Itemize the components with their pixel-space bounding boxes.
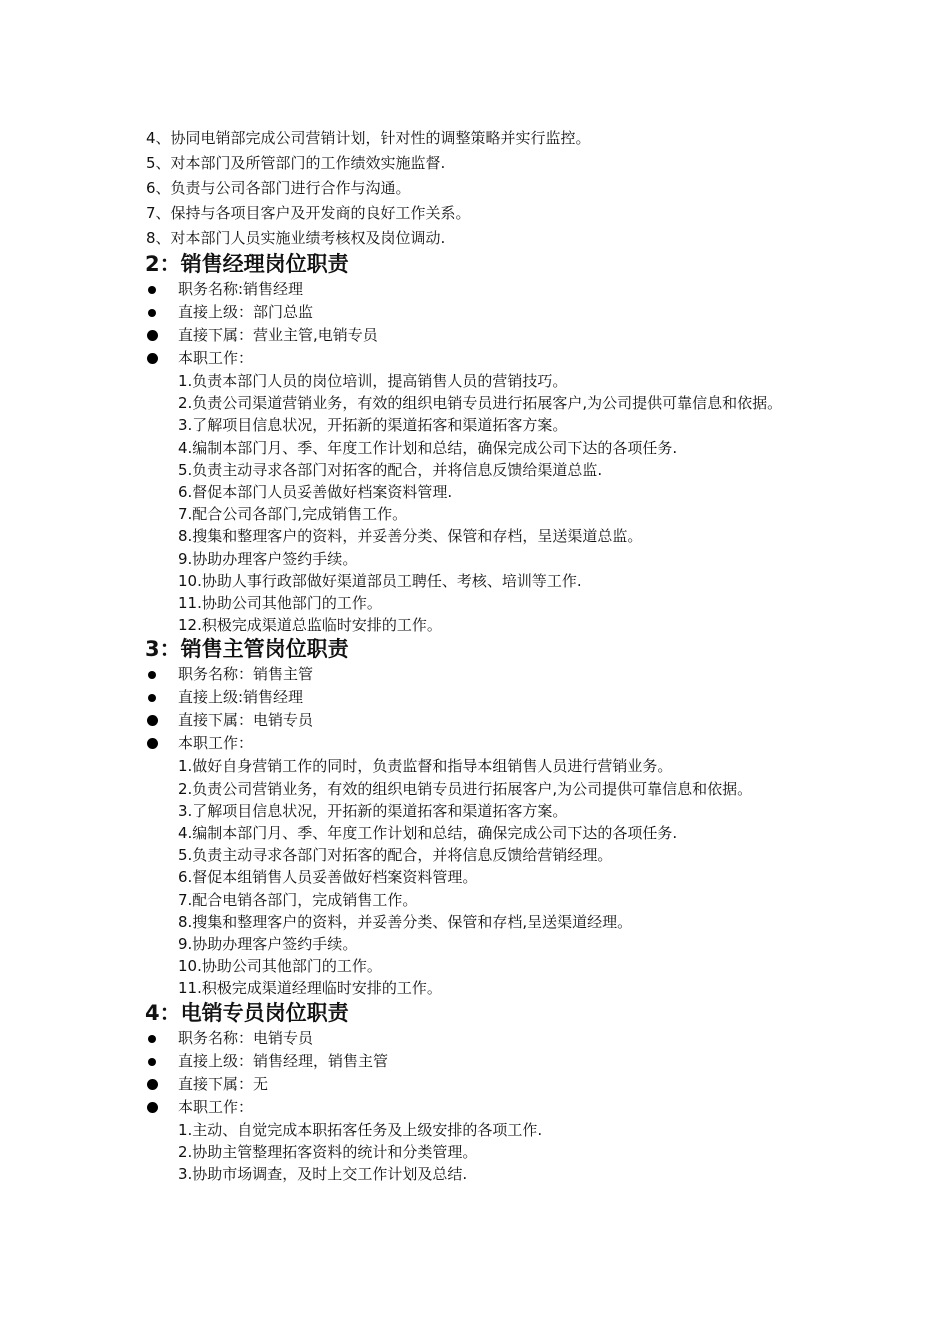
- duty-item: 2.负责公司渠道营销业务，有效的组织电销专员进行拓展客户,为公司提供可靠信息和依据。: [178, 394, 783, 413]
- field-item: [146, 301, 826, 324]
- duty-item: 6.督促本组销售人员妥善做好档案资料管理。: [178, 868, 478, 887]
- intro-item: 8、对本部门人员实施业绩考核权及岗位调动.: [146, 229, 446, 247]
- duty-item: 9.协助办理客户签约手续。: [178, 549, 358, 568]
- duty-item: 3.了解项目信息状况，开拓新的渠道拓客和渠道拓客方案。: [178, 801, 568, 820]
- field-text: 直接下属：无: [178, 1074, 269, 1093]
- bullet-dot-icon: [148, 286, 156, 294]
- duty-list: [146, 370, 826, 636]
- duty-item: 8.搜集和整理客户的资料，并妥善分类、保管和存档,呈送渠道经理。: [178, 912, 633, 931]
- bullet-dot-icon: [148, 1035, 156, 1043]
- duty-item: 5.负责主动寻求各部门对拓客的配合，并将信息反馈给渠道总监.: [178, 460, 603, 479]
- field-text: 直接上级：销售经理，销售主管: [178, 1051, 389, 1070]
- field-item: [146, 324, 826, 347]
- duty-item: 3.了解项目信息状况，开拓新的渠道拓客和渠道拓客方案。: [178, 416, 568, 435]
- duty-item: 2.协助主管整理拓客资料的统计和分类管理。: [178, 1142, 478, 1161]
- duty-item: 10.协助公司其他部门的工作。: [178, 957, 382, 976]
- section-title: 2：销售经理岗位职责: [145, 252, 349, 276]
- field-text: 职务名称:销售经理: [178, 280, 304, 298]
- field-item: [146, 732, 826, 755]
- bullet-dot-icon: [147, 715, 158, 726]
- field-item: [146, 1073, 826, 1096]
- field-item: [146, 278, 826, 301]
- bullet-dot-icon: [147, 1102, 158, 1113]
- field-text: 直接下属：电销专员: [178, 711, 314, 730]
- field-item: [146, 1050, 826, 1073]
- duty-item: 7.配合电销各部门，完成销售工作。: [178, 890, 418, 909]
- duty-item: 10.协助人事行政部做好渠道部员工聘任、考核、培训等工作.: [178, 571, 582, 590]
- field-text: 本职工作：: [178, 349, 254, 367]
- bullet-dot-icon: [148, 694, 156, 702]
- duty-item: 3.协助市场调查，及时上交工作计划及总结.: [178, 1165, 468, 1184]
- bullet-dot-icon: [148, 671, 156, 679]
- duty-item: 7.配合公司各部门,完成销售工作。: [178, 505, 408, 524]
- duty-item: 11.积极完成渠道经理临时安排的工作。: [178, 979, 442, 998]
- field-item: [146, 663, 826, 686]
- section-sales-manager: [146, 251, 826, 636]
- duty-item: 8.搜集和整理客户的资料，并妥善分类、保管和存档，呈送渠道总监。: [178, 527, 643, 546]
- duty-item: 11.协助公司其他部门的工作。: [178, 594, 382, 613]
- duty-list: [146, 1119, 826, 1186]
- intro-item: 6、负责与公司各部门进行合作与沟通。: [146, 179, 411, 197]
- bullet-dot-icon: [148, 309, 156, 317]
- intro-item: 5、对本部门及所管部门的工作绩效实施监督.: [146, 154, 446, 172]
- duty-item: 5.负责主动寻求各部门对拓客的配合，并将信息反馈给营销经理。: [178, 846, 613, 865]
- field-text: 本职工作：: [178, 734, 254, 753]
- duty-item: 9.协助办理客户签约手续。: [178, 935, 358, 954]
- intro-item: 4、协同电销部完成公司营销计划，针对性的调整策略并实行监控。: [146, 129, 591, 147]
- section-title: 4：电销专员岗位职责: [145, 1000, 349, 1025]
- duty-list: [146, 755, 826, 999]
- section-telesales-specialist: [146, 1000, 826, 1186]
- duty-item: 6.督促本部门人员妥善做好档案资料管理.: [178, 483, 453, 502]
- field-item: [146, 1096, 826, 1119]
- field-text: 职务名称：销售主管: [178, 665, 314, 684]
- bullet-dot-icon: [147, 353, 158, 364]
- field-text: 本职工作：: [178, 1097, 254, 1116]
- field-text: 直接上级:销售经理: [178, 688, 304, 707]
- field-item: [146, 686, 826, 709]
- field-item: [146, 1027, 826, 1050]
- bullet-dot-icon: [148, 1058, 156, 1066]
- duty-item: 12.积极完成渠道总监临时安排的工作。: [178, 616, 442, 635]
- intro-list: [146, 126, 826, 251]
- duty-item: 4.编制本部门月、季、年度工作计划和总结，确保完成公司下达的各项任务.: [178, 824, 678, 843]
- field-text: 直接下属：营业主管,电销专员: [178, 326, 378, 344]
- duty-item: 2.负责公司营销业务，有效的组织电销专员进行拓展客户,为公司提供可靠信息和依据。: [178, 779, 753, 798]
- bullet-dot-icon: [147, 1079, 158, 1090]
- field-text: 直接上级：部门总监: [178, 303, 314, 321]
- bullet-dot-icon: [147, 738, 158, 749]
- duty-item: 4.编制本部门月、季、年度工作计划和总结，确保完成公司下达的各项任务.: [178, 438, 678, 457]
- section-sales-supervisor: [146, 636, 826, 999]
- field-item: [146, 347, 826, 370]
- bullet-dot-icon: [147, 330, 158, 341]
- document-content: [146, 126, 826, 1185]
- duty-item: 1.做好自身营销工作的同时，负责监督和指导本组销售人员进行营销业务。: [178, 757, 673, 776]
- field-text: 职务名称：电销专员: [178, 1028, 314, 1047]
- duty-item: 1.负责本部门人员的岗位培训，提高销售人员的营销技巧。: [178, 372, 568, 390]
- duty-item: 1.主动、自觉完成本职拓客任务及上级安排的各项工作.: [178, 1120, 543, 1139]
- section-title: 3：销售主管岗位职责: [145, 637, 349, 662]
- intro-item: 7、保持与各项目客户及开发商的良好工作关系。: [146, 204, 471, 222]
- field-item: [146, 709, 826, 732]
